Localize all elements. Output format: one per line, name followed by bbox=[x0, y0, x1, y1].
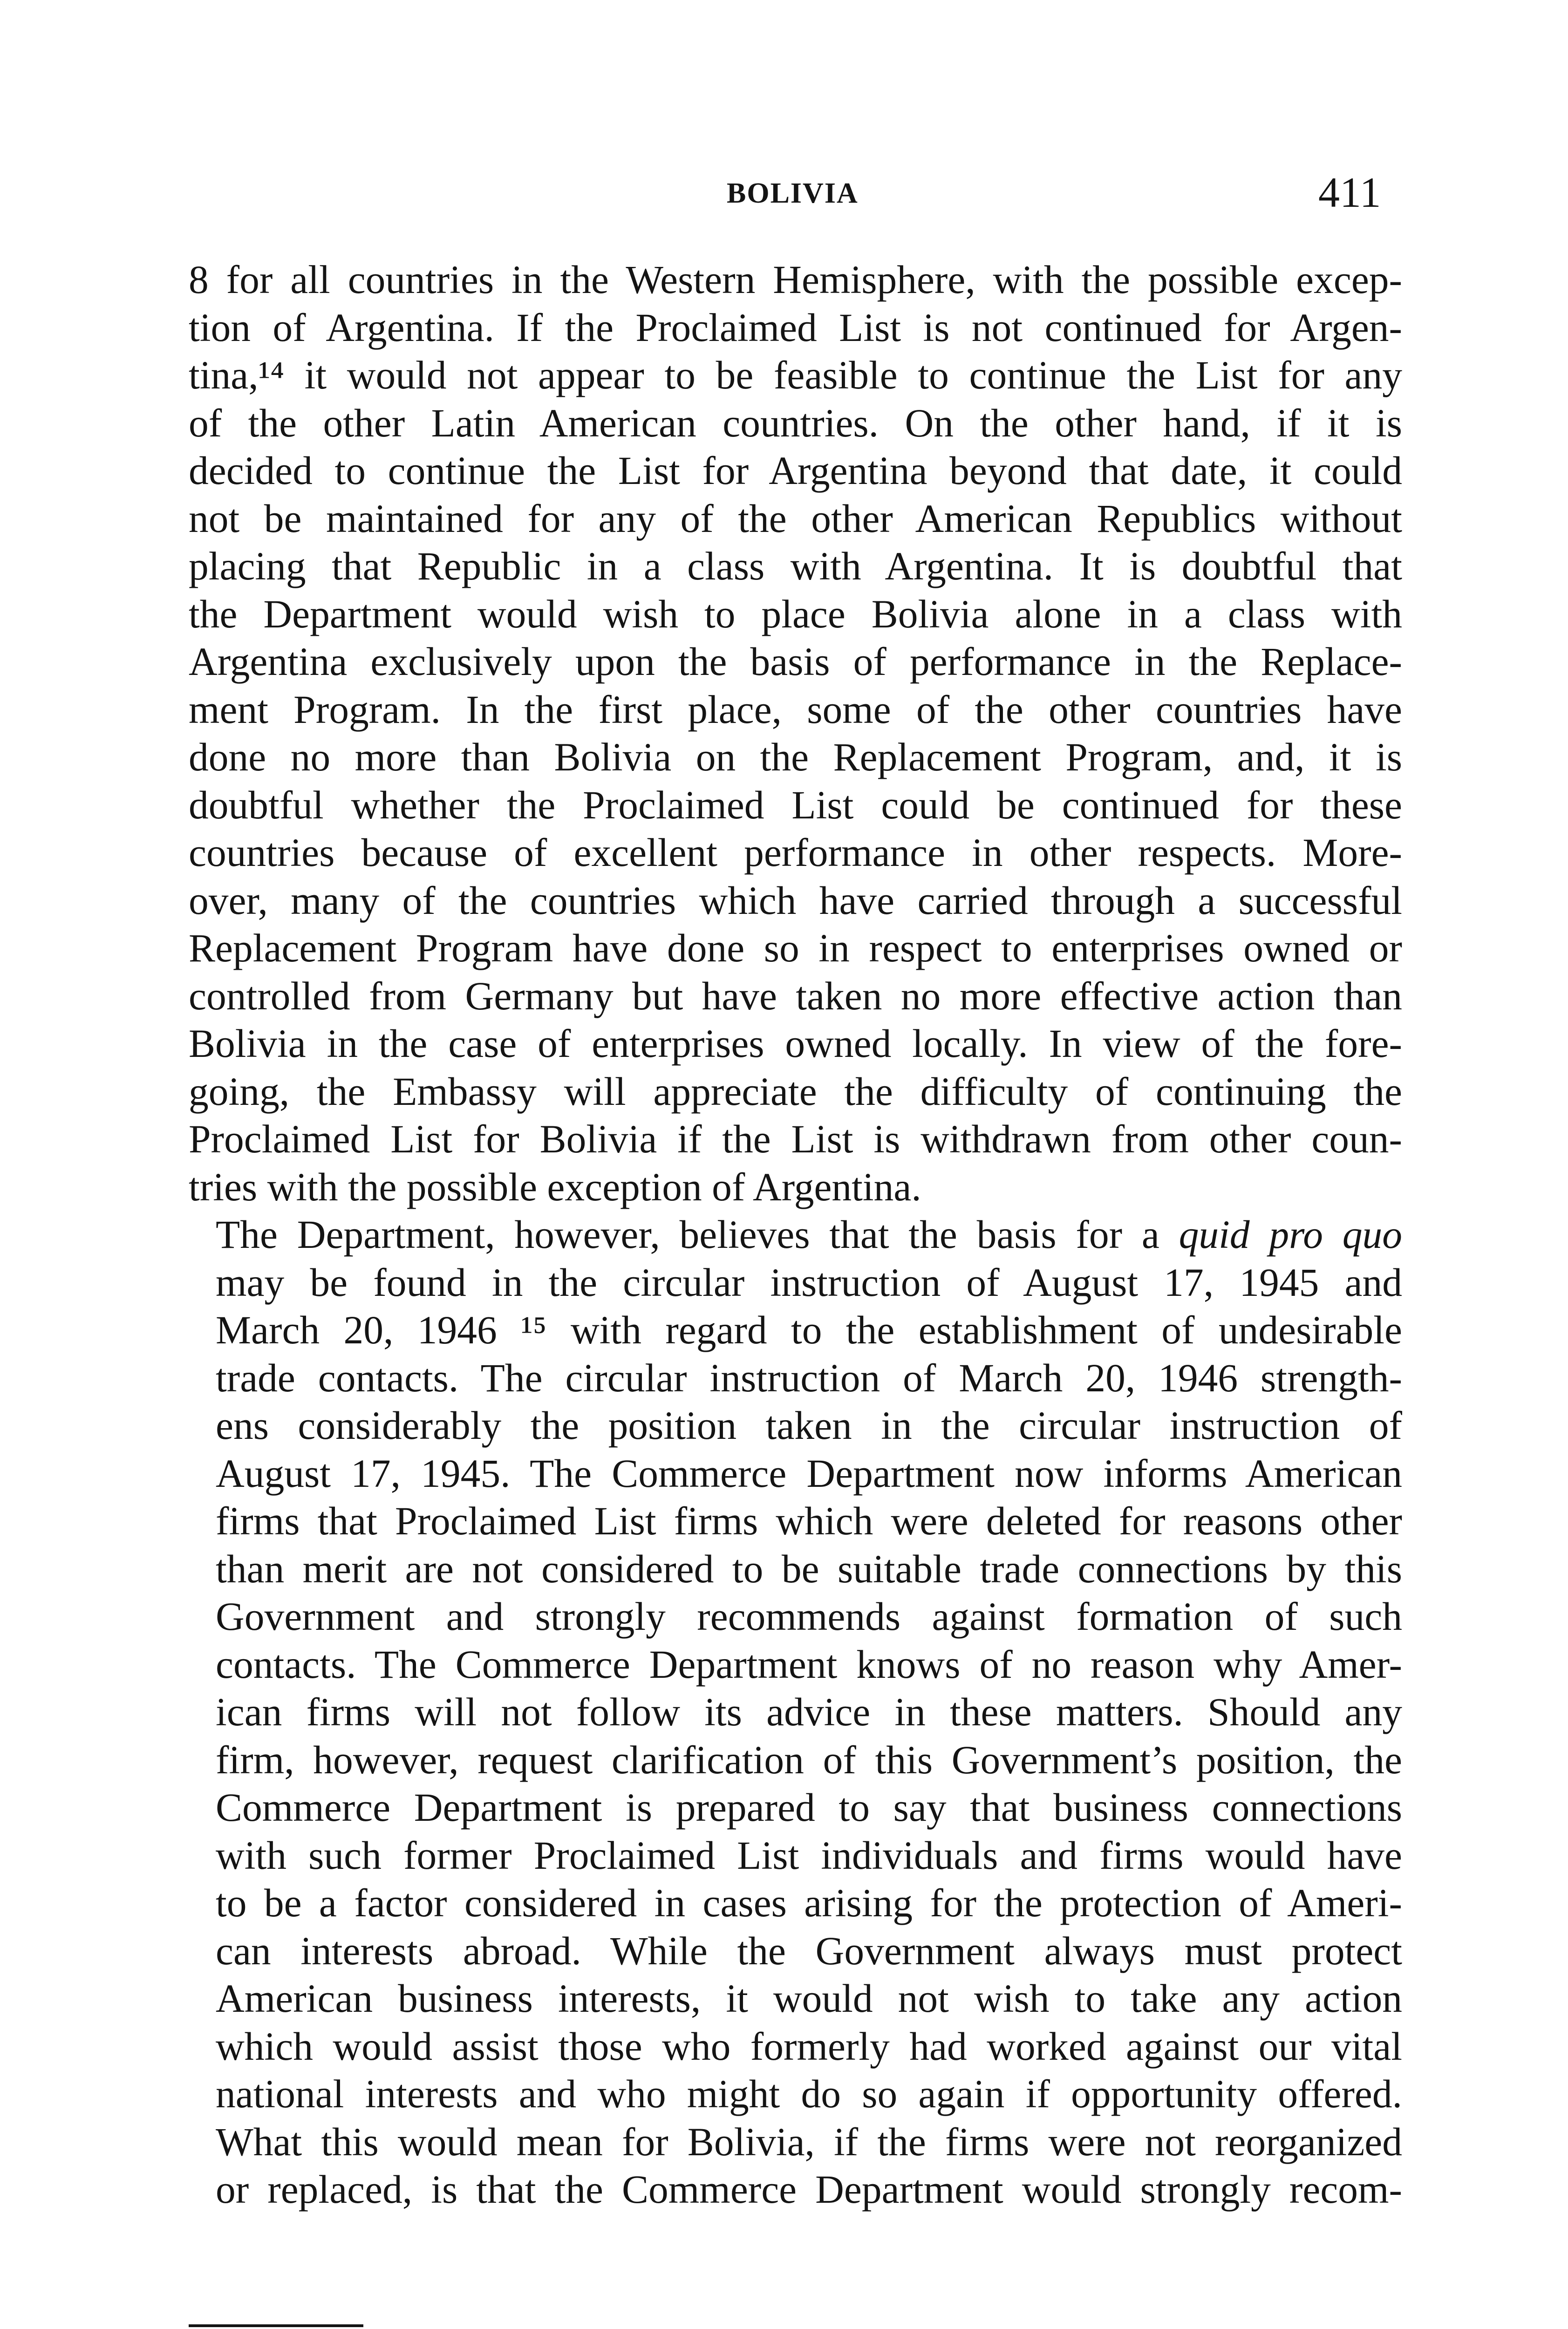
page-number: 411 bbox=[1318, 169, 1381, 216]
text-line: trade contacts. The circular instruction of March 20, 1946 strength- bbox=[216, 1356, 1402, 1400]
text-line: with such former Proclaimed List individuals and firms would have bbox=[216, 1833, 1402, 1878]
text-line: ican firms will not follow its advice in these matters. Should any bbox=[216, 1690, 1402, 1734]
running-header bbox=[0, 168, 1568, 224]
body-text bbox=[189, 256, 1402, 2214]
text-line: going, the Embassy will appreciate the difficulty of continuing the bbox=[189, 1069, 1402, 1114]
text-line: Government and strongly recommends against formation of such bbox=[216, 1595, 1402, 1639]
text-line: to be a factor considered in cases arising for the protection of Ameri- bbox=[216, 1881, 1402, 1925]
text-line: done no more than Bolivia on the Replacement Program, and, it is bbox=[189, 735, 1402, 779]
text-line: which would assist those who formerly had worked against our vital bbox=[216, 2024, 1402, 2069]
text-line: the Department would wish to place Bolivia alone in a class with bbox=[189, 592, 1402, 636]
running-head-title: BOLIVIA bbox=[727, 177, 859, 209]
text-line: contacts. The Commerce Department knows of no reason why Amer- bbox=[216, 1642, 1402, 1687]
text-line: Proclaimed List for Bolivia if the List is withdrawn from other coun- bbox=[189, 1117, 1402, 1161]
text-line: tries with the possible exception of Argentina. bbox=[189, 1165, 921, 1209]
text-line: ens considerably the position taken in the circular instruction of bbox=[216, 1404, 1402, 1448]
text-line: not be maintained for any of the other American Republics without bbox=[189, 497, 1402, 541]
text-line: tion of Argentina. If the Proclaimed List is not continued for Argen- bbox=[189, 306, 1402, 350]
text-line: American business interests, it would not wish to take any action bbox=[216, 1977, 1402, 2021]
text-line: controlled from Germany but have taken no more effective action than bbox=[189, 974, 1402, 1018]
text-line: than merit are not considered to be suitable trade connections by this bbox=[216, 1547, 1402, 1591]
text-line: ment Program. In the first place, some of the other countries have bbox=[189, 688, 1402, 732]
text-line: decided to continue the List for Argentina beyond that date, it could bbox=[189, 449, 1402, 493]
text-line: can interests abroad. While the Government always must protect bbox=[216, 1929, 1402, 1973]
text-line: tina,¹⁴ it would not appear to be feasible to continue the List for any bbox=[189, 354, 1402, 397]
text-line: Argentina exclusively upon the basis of performance in the Replace- bbox=[189, 640, 1402, 684]
text-line: or replaced, is that the Commerce Department would strongly recom- bbox=[216, 2168, 1402, 2212]
text-line: countries because of excellent performance in other respects. More- bbox=[189, 831, 1402, 875]
paragraph-2 bbox=[189, 1211, 1402, 2214]
text-line: Bolivia in the case of enterprises owned locally. In view of the fore- bbox=[189, 1022, 1402, 1066]
text-line: 8 for all countries in the Western Hemisphere, with the possible excep- bbox=[189, 258, 1402, 302]
paragraph-1 bbox=[189, 256, 1402, 1211]
italic-phrase: quid pro quo bbox=[1179, 1213, 1402, 1257]
text-line: firms that Proclaimed List firms which were deleted for reasons other bbox=[216, 1499, 1402, 1543]
text-line: firm, however, request clarification of this Government’s position, the bbox=[216, 1738, 1402, 1782]
footnote-divider bbox=[189, 2324, 363, 2327]
text-line: March 20, 1946 ¹⁵ with regard to the establishment of undesirable bbox=[216, 1308, 1402, 1352]
text-line: Replacement Program have done so in respect to enterprises owned or bbox=[189, 926, 1402, 970]
text-line: What this would mean for Bolivia, if the firms were not reorganized bbox=[216, 2120, 1402, 2164]
text-line: doubtful whether the Proclaimed List could be continued for these bbox=[189, 783, 1402, 827]
text-line: of the other Latin American countries. On the other hand, if it is bbox=[189, 401, 1402, 445]
text-line: The Department, however, believes that the basis for a quid pro quo bbox=[216, 1213, 1402, 1257]
text-line: August 17, 1945. The Commerce Department now informs American bbox=[216, 1451, 1402, 1496]
text-line: over, many of the countries which have carried through a successful bbox=[189, 878, 1402, 923]
text-line: may be found in the circular instruction of August 17, 1945 and bbox=[216, 1260, 1402, 1305]
text-line: placing that Republic in a class with Argentina. It is doubtful that bbox=[189, 545, 1402, 588]
text-line: national interests and who might do so again if opportunity offered. bbox=[216, 2072, 1402, 2116]
text-line: Commerce Department is prepared to say that business connections bbox=[216, 1786, 1402, 1830]
